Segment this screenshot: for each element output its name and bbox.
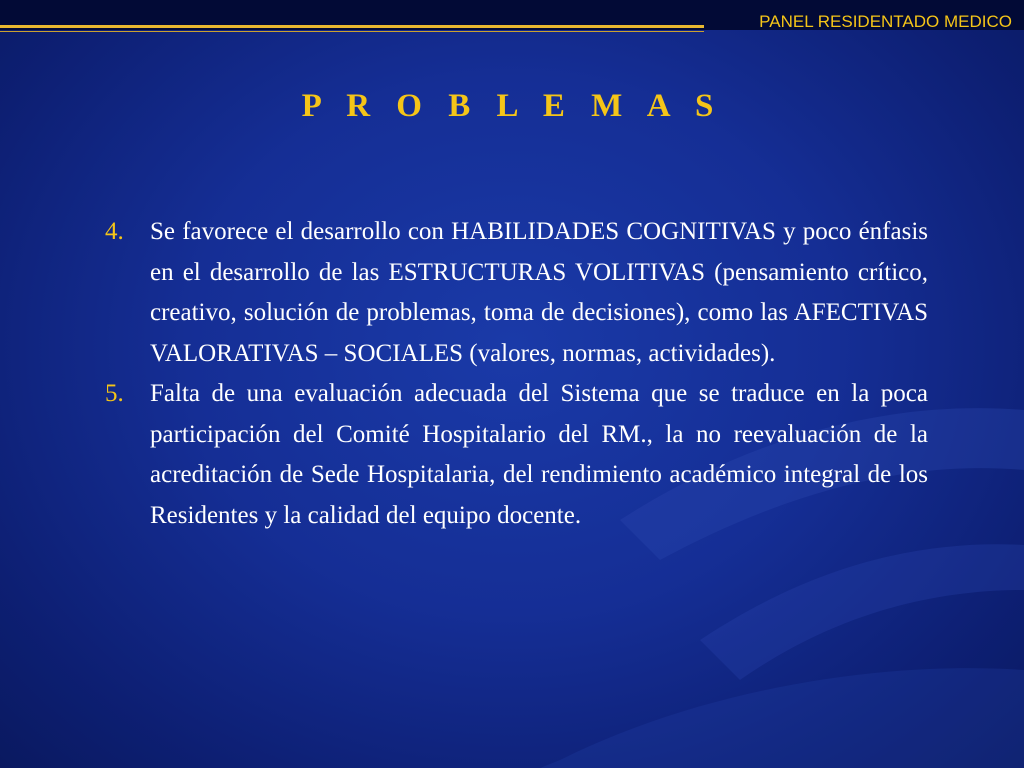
item-text: Se favorece el desarrollo con HABILIDADES COGNITIVAS y poco énfasis en el desarrollo de las ESTRUCTURAS VOLITIVAS (pensamiento crítico, creativo, solución de problemas, toma de decisiones), como las AFECTIVAS VALORATIVAS – SOCIALES (valores, normas, actividades). [150,218,928,367]
list-item [105,212,928,374]
header-rule-thin [0,31,704,32]
item-number: 5. [105,380,124,407]
slide-title: P R O B L E M A S [301,88,723,124]
list-item [105,374,928,536]
problem-list [105,212,928,536]
item-number: 4. [105,218,124,245]
header-label: PANEL RESIDENTADO MEDICO [759,12,1012,31]
header-rule [0,25,704,28]
item-text: Falta de una evaluación adecuada del Sistema que se traduce en la poca participación del Comité Hospitalario del RM., la no reevaluación de la acreditación de Sede Hospitalaria, del rendimiento académico integral de los Residentes y la calidad del equipo docente. [150,380,928,529]
